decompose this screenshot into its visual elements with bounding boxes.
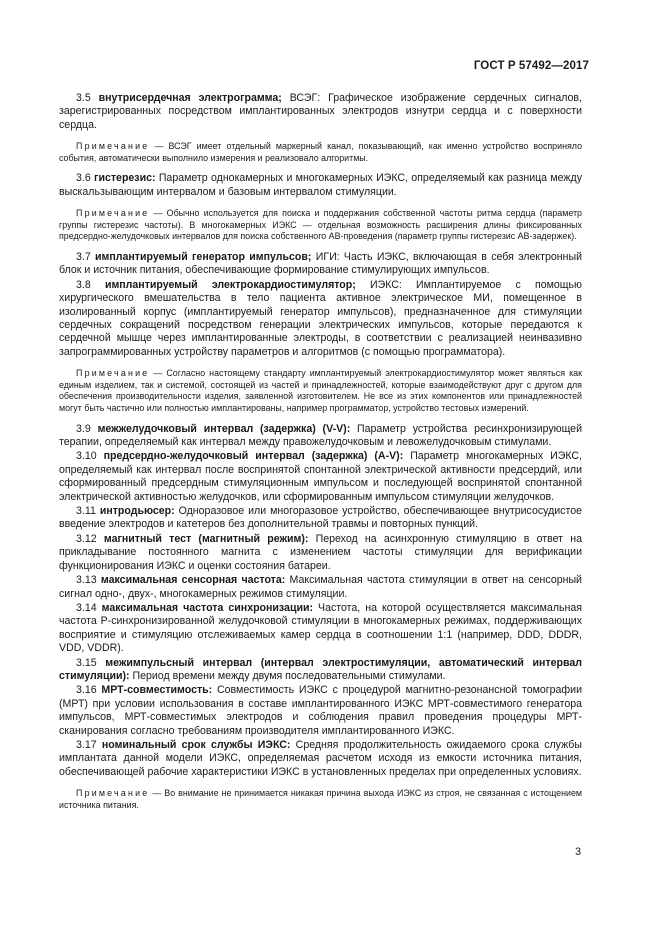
term-name: интродьюсер: bbox=[99, 505, 175, 518]
term-3-15 bbox=[59, 657, 582, 684]
term-3-13 bbox=[59, 574, 582, 601]
term-number: 3.10 bbox=[76, 450, 97, 463]
term-definition: Переход на асинхронную стимуляцию в ответ на прикладывание постоянного магнита с изменением частоты стимуляции для верификации функционирования ИЭКС и оценки состояния батареи. bbox=[59, 532, 583, 572]
term-3-14 bbox=[59, 602, 582, 656]
term-3-10 bbox=[59, 450, 582, 504]
term-definition: ВСЭГ: Графическое изображение сердечных сигналов, зарегистрированных посредством имплантированных электродов изнутри сердца и с поверхности сердца. bbox=[59, 92, 582, 131]
note-3-6 bbox=[59, 208, 582, 243]
term-number: 3.17 bbox=[76, 738, 97, 751]
term-3-7 bbox=[59, 251, 582, 278]
term-number: 3.8 bbox=[76, 278, 91, 291]
term-name: межимпульсный интервал (интервал электростимуляции, автоматический интервал стимуляции): bbox=[59, 656, 582, 682]
term-3-8 bbox=[59, 279, 582, 359]
term-definition: Одноразовое или многоразовое устройство, обеспечивающее внутрисосудистое введение электродов и катетеров без дополнительной травмы и повторных пункций. bbox=[59, 505, 582, 531]
term-number: 3.15 bbox=[76, 656, 97, 669]
note-3-17 bbox=[59, 788, 582, 811]
term-name: внутрисердечная электрограмма; bbox=[98, 92, 282, 104]
term-number: 3.16 bbox=[76, 684, 97, 697]
term-name: имплантируемый генератор импульсов; bbox=[95, 251, 312, 263]
term-number: 3.12 bbox=[76, 532, 97, 545]
note-text: — Обычно используется для поиска и поддержания собственной частоты ритма сердца (параметр группы гистерезис частоты). В многокамерных ИЭКС — отдельная возможность расширения длины фиксированных предсердно-желудочковых интервалов для поиска собственного АВ-проведения (параметр группы гистерезис АВ-задержек). bbox=[59, 208, 582, 242]
term-name: имплантируемый электрокардиостимулятор; bbox=[104, 278, 356, 291]
term-definition: ИЭКС: Имплантируемое с помощью хирургического вмешательства в тело пациента активное электрическое МИ, помещенное в изолированный корпус (имплантируемый генератор импульсов), предназначенное для стимуляции сердечных сокращений посредством генерации электрических импульсов, которые передаются к сердечной мышце через имплантированные электроды, в соответствии с реализацией неинвазивно запрограммированных устройству параметров и алгоритмов (с помощью программатора). bbox=[59, 278, 582, 358]
term-3-6 bbox=[59, 172, 582, 199]
term-name: МРТ-совместимость: bbox=[101, 684, 213, 697]
term-name: номинальный срок службы ИЭКС: bbox=[101, 738, 291, 751]
term-definition: Частота, на которой осуществляется максимальная частота Р-синхронизированной желудочковой стимуляции в многокамерных режимах, поддерживающих восприятие и стимуляцию отслеживаемых камер сердца в соотношении 1:1 (например, DDD, DDDR, VDD, VDDR). bbox=[59, 601, 582, 655]
term-number: 3.14 bbox=[76, 601, 97, 614]
note-3-5 bbox=[59, 141, 582, 164]
note-label: Примечание bbox=[76, 368, 150, 379]
note-text: — Согласно настоящему стандарту имплантируемый электрокардиостимулятор может являться как единым изделием, так и системой, состоящей из частей и принадлежностей, которые взаимодействуют друг с другом для обеспечения производительности изделия, заявленной изготовителем. Не все из этих компонентов или принадлежностей могут быть частично или полностью имплантированы, например программатор, устройство тестовых измерений. bbox=[59, 368, 582, 414]
term-name: максимальная частота синхронизации: bbox=[101, 601, 314, 614]
term-number: 3.7 bbox=[76, 251, 91, 263]
term-definition: Максимальная частота стимуляции в ответ на сенсорный сигнал одно-, двух-, многокамерных режимов стимуляции. bbox=[59, 574, 582, 600]
term-number: 3.6 bbox=[76, 172, 91, 185]
note-3-8 bbox=[59, 368, 582, 414]
term-definition: Период времени между двумя последовательными стимулами. bbox=[129, 669, 446, 682]
note-label: Примечание bbox=[76, 208, 150, 219]
term-name: максимальная сенсорная частота: bbox=[100, 574, 286, 587]
term-name: магнитный тест (магнитный режим): bbox=[103, 532, 309, 545]
term-definition: Параметр однокамерных и многокамерных ИЭКС, определяемый как разница между выскальзывающим интервалом и базовым интервалом стимуляции. bbox=[59, 172, 582, 198]
term-definition: Параметр многокамерных ИЭКС, определяемый как интервал после воспринятой спонтанной электрической активности предсердий, или сформированный предсердным стимуляционным импульсом и последующей воспринятой спонтанной электрической активностью желудочков, или сформированным импульсом стимуляции желудочков. bbox=[59, 450, 582, 503]
term-number: 3.9 bbox=[76, 422, 91, 435]
term-3-9 bbox=[59, 423, 582, 450]
term-name: гистерезис: bbox=[94, 172, 156, 185]
term-number: 3.5 bbox=[76, 92, 91, 104]
term-number: 3.13 bbox=[76, 574, 97, 587]
term-definition: Совместимость ИЭКС с процедурой магнитно-резонансной томографии (МРТ) при условии использования в составе имплантированного ИЭКС МРТ-совместимого генератора импульсов, МРТ-совместимых электродов и соблюдения правил проведения процедуры МРТ-сканирования согласно требованиям производителя имплантированного ИЭКС. bbox=[59, 684, 582, 737]
note-label: Примечание bbox=[76, 788, 150, 799]
page-number: 3 bbox=[575, 846, 581, 858]
note-label: Примечание bbox=[76, 141, 150, 152]
term-3-5 bbox=[59, 92, 582, 132]
standard-designation: ГОСТ Р 57492—2017 bbox=[473, 60, 589, 72]
term-definition: ИГИ: Часть ИЭКС, включающая в себя электронный блок и источник питания, обеспечивающие формирование стимулирующих импульсов. bbox=[59, 251, 582, 277]
term-definition: Параметр устройства ресинхронизирующей терапии, определяемый как интервал между правожелудочковым и левожелудочковым стимулами. bbox=[59, 422, 582, 449]
terms-section bbox=[59, 92, 582, 819]
term-3-17 bbox=[59, 739, 582, 779]
term-name: межжелудочковый интервал (задержка) (V-V): bbox=[97, 422, 351, 435]
term-name: предсердно-желудочковый интервал (задержка) (A-V): bbox=[103, 450, 404, 463]
term-3-11 bbox=[59, 505, 582, 532]
note-text: — Во внимание не принимается никакая причина выхода ИЭКС из строя, не связанная с истощением источника питания. bbox=[59, 788, 582, 810]
term-definition: Средняя продолжительность ожидаемого срока службы имплантата данной модели ИЭКС, определяемая расчетом исходя из емкости источника питания, обеспечивающей рабочие характеристики ИЭКС в установленных пределах при определенных условиях. bbox=[59, 738, 582, 778]
term-3-12 bbox=[59, 533, 582, 573]
note-text: — ВСЭГ имеет отдельный маркерный канал, показывающий, как именно устройство восприняло события, автоматически выполнило измерения и реализовало алгоритмы. bbox=[59, 141, 582, 163]
term-3-16 bbox=[59, 684, 582, 738]
term-number: 3.11 bbox=[76, 505, 96, 518]
